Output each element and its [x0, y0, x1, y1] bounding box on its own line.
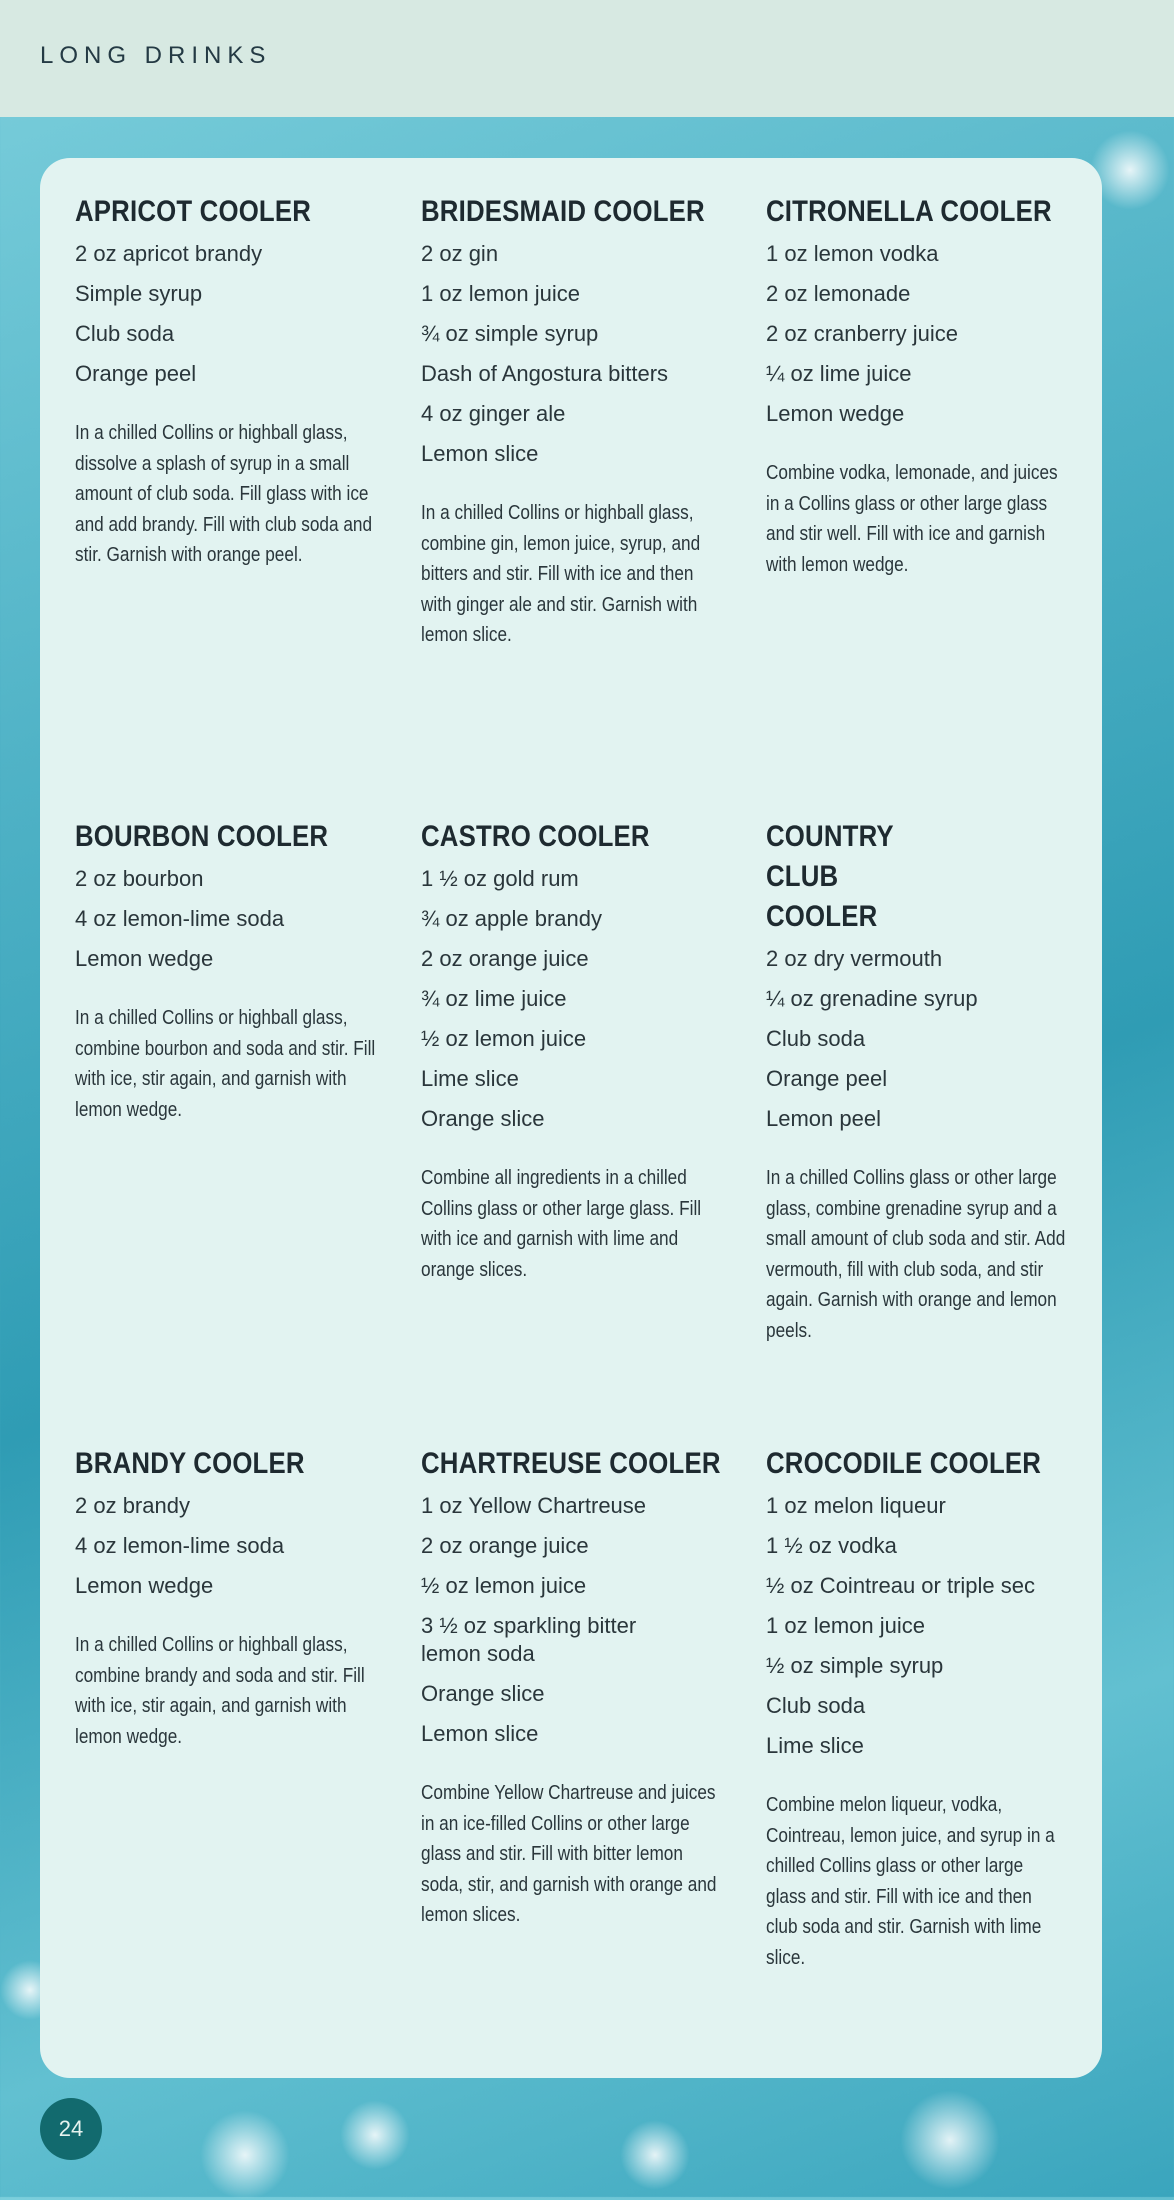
ingredient: ¼ oz lime juice: [766, 361, 912, 386]
ingredient: Orange peel: [766, 1066, 888, 1091]
recipe-title: BOURBON COOLER: [75, 820, 329, 853]
ingredient: Orange slice: [421, 1681, 545, 1706]
ingredient: Club soda: [766, 1693, 866, 1718]
ingredient: 2 oz lemonade: [766, 281, 911, 306]
ingredient: Lemon wedge: [766, 401, 905, 426]
bokeh-light: [200, 2110, 290, 2200]
recipe-panel: [40, 158, 1102, 2078]
recipe-citronella-cooler: [766, 192, 1076, 580]
ingredient: 4 oz lemon-lime soda: [75, 906, 285, 931]
recipe-title: CASTRO COOLER: [421, 820, 650, 853]
header-band: [0, 0, 1174, 117]
recipe-apricot-cooler: [75, 192, 385, 571]
ingredient: ¾ oz apple brandy: [421, 906, 603, 931]
ingredient: 2 oz gin: [421, 241, 499, 266]
ingredient: Orange peel: [75, 361, 197, 386]
ingredient: Lemon wedge: [75, 946, 214, 971]
ingredient: 2 oz brandy: [75, 1493, 190, 1518]
ingredient: 4 oz lemon-lime soda: [75, 1533, 285, 1558]
ingredient: Club soda: [75, 321, 175, 346]
ingredient: 1 oz melon liqueur: [766, 1493, 946, 1518]
ingredient: 2 oz dry vermouth: [766, 946, 943, 971]
ingredient: Orange slice: [421, 1106, 545, 1131]
recipe-title: CROCODILE COOLER: [766, 1447, 1042, 1480]
ingredient: Lemon peel: [766, 1106, 881, 1131]
ingredient: Lime slice: [421, 1066, 519, 1091]
recipe-castro-cooler: [421, 817, 731, 1285]
recipe-method: Combine Yellow Chartreuse and juices in an ice-filled Collins or other large glass and stir. Fill with bitter lemon soda, stir, and garnish with orange and lemon slices.: [421, 1782, 717, 1926]
ingredient: ¾ oz simple syrup: [421, 321, 599, 346]
page-number: 24: [40, 2098, 102, 2160]
ingredient: 3 ½ oz sparkling bitter lemon soda: [421, 1613, 637, 1666]
ingredient: 4 oz ginger ale: [421, 401, 566, 426]
ingredient: ½ oz Cointreau or triple sec: [766, 1573, 1036, 1598]
ingredient: ½ oz lemon juice: [421, 1026, 587, 1051]
ingredient: 1 ½ oz gold rum: [421, 866, 579, 891]
ingredient: 1 oz lemon juice: [421, 281, 580, 306]
recipe-method: Combine all ingredients in a chilled Collins glass or other large glass. Fill with ice and garnish with lime and orange slices.: [421, 1167, 702, 1281]
ingredient: 1 oz lemon vodka: [766, 241, 939, 266]
ingredient: Lime slice: [766, 1733, 864, 1758]
ingredient: Lemon slice: [421, 1721, 539, 1746]
bokeh-light: [900, 2090, 1000, 2190]
recipe-method: In a chilled Collins glass or other large glass, combine grenadine syrup and a small amount of club soda and stir. Add vermouth, fill with club soda, and stir again. Garnish with orange and lemon peels.: [766, 1167, 1066, 1342]
recipe-crocodile-cooler: [766, 1444, 1076, 1973]
bokeh-light: [1090, 130, 1170, 210]
ingredient: ½ oz lemon juice: [421, 1573, 587, 1598]
bokeh-light: [620, 2120, 690, 2190]
ingredient: 2 oz orange juice: [421, 946, 589, 971]
ingredient: ¾ oz lime juice: [421, 986, 567, 1011]
recipe-title: APRICOT COOLER: [75, 195, 312, 228]
section-title: LONG DRINKS: [40, 42, 272, 69]
ingredient: Simple syrup: [75, 281, 203, 306]
recipe-method: Combine vodka, lemonade, and juices in a Collins glass or other large glass and stir well. Fill with ice and garnish with lemon wedge.: [766, 462, 1058, 576]
ingredient: 1 ½ oz vodka: [766, 1533, 897, 1558]
recipe-method: In a chilled Collins or highball glass, dissolve a splash of syrup in a small amount of club soda. Fill glass with ice and add brandy. Fill with club soda and stir. Garnish with orange peel.: [75, 422, 373, 566]
recipe-method: In a chilled Collins or highball glass, combine bourbon and soda and stir. Fill with ice, stir again, and garnish with lemon wedge.: [75, 1007, 376, 1121]
ingredient: ½ oz simple syrup: [766, 1653, 944, 1678]
ingredient: 1 oz Yellow Chartreuse: [421, 1493, 647, 1518]
recipe-method: Combine melon liqueur, vodka, Cointreau, lemon juice, and syrup in a chilled Collins glass or other large glass and stir. Fill with ice and then club soda and stir. Garnish with lime slice.: [766, 1794, 1055, 1969]
ingredient: 1 oz lemon juice: [766, 1613, 925, 1638]
ingredient: Lemon wedge: [75, 1573, 214, 1598]
recipe-title: BRANDY COOLER: [75, 1447, 305, 1480]
recipe-bridesmaid-cooler: [421, 192, 731, 651]
ingredient: 2 oz apricot brandy: [75, 241, 263, 266]
ingredient: Dash of Angostura bitters: [421, 361, 669, 386]
recipe-title: COUNTRY CLUB COOLER: [766, 820, 894, 933]
ingredient: ¼ oz grenadine syrup: [766, 986, 978, 1011]
recipe-title: CHARTREUSE COOLER: [421, 1447, 721, 1480]
recipe-method: In a chilled Collins or highball glass, combine gin, lemon juice, syrup, and bitters and stir. Fill with ice and then with ginger ale and stir. Garnish with lemon slice.: [421, 502, 701, 646]
ingredient: 2 oz cranberry juice: [766, 321, 958, 346]
ingredient: 2 oz orange juice: [421, 1533, 589, 1558]
recipe-bourbon-cooler: [75, 817, 385, 1125]
ingredient: Lemon slice: [421, 441, 539, 466]
recipe-title: CITRONELLA COOLER: [766, 195, 1052, 228]
recipe-method: In a chilled Collins or highball glass, combine brandy and soda and stir. Fill with ice, stir again, and garnish with lemon wedge.: [75, 1634, 365, 1748]
ingredient: 2 oz bourbon: [75, 866, 204, 891]
recipe-title: BRIDESMAID COOLER: [421, 195, 705, 228]
recipe-chartreuse-cooler: [421, 1444, 731, 1931]
ingredient: Club soda: [766, 1026, 866, 1051]
recipe-country-club-cooler: [766, 817, 1076, 1346]
recipe-brandy-cooler: [75, 1444, 385, 1752]
bokeh-light: [340, 2100, 410, 2170]
